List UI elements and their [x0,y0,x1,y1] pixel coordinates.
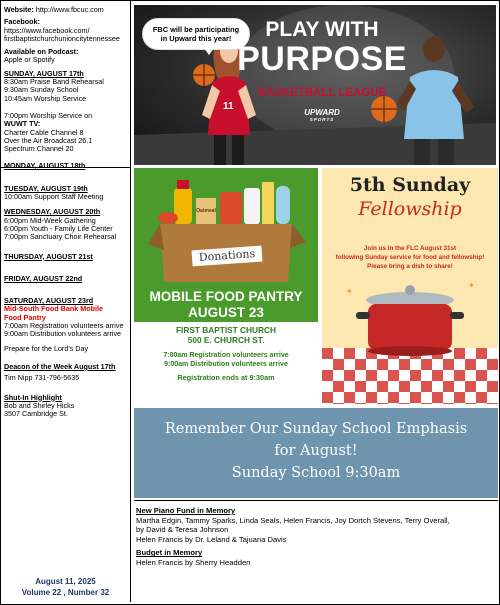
piano-fund-line-2: by David & Teresa Johnson [136,525,229,535]
sidebar-divider [1,167,130,168]
bubble-line-1: FBC will be participating [152,25,240,34]
wednesday-line: 7:00pm Sanctuary Choir Rehearsal [4,232,117,242]
speech-bubble-tail [204,48,214,55]
upward-logo-text: UPWARD [304,108,340,117]
sidebar-content [4,4,128,418]
facebook-url-line-1[interactable]: https://www.facebook.com/ [4,25,90,35]
svg-text:✦: ✦ [346,287,353,296]
saturday-heading: SATURDAY, AUGUST 23rd [4,296,94,306]
tv-line: Charter Cable Channel 8 [4,127,84,137]
tuesday-line: 10:00am Support Staff Meeting [4,192,104,202]
website-url[interactable]: http://www.fbcuc.com [35,5,104,14]
pantry-title: MOBILE FOOD PANTRY [149,289,303,304]
pantry-line-2: 9:00am Distribution volunteers arrive [164,361,288,368]
pantry-banner [134,286,318,322]
food-pantry-flyer [134,168,318,404]
shutin-line: 3507 Cambridge St. [4,409,68,419]
facebook-label: Facebook: [4,17,40,27]
jersey-number: 11 [223,101,234,112]
fellowship-flyer [322,168,498,404]
shutin-heading: Shut-In Highlight [4,392,62,402]
monday-heading: MONDAY, AUGUST 18th [4,161,86,171]
deacon-heading: Deacon of the Week August 17th [4,361,116,371]
prepare-line: Prepare for the Lord's Day [4,343,89,353]
sunday-line: 8:30am Praise Band Rehearsal [4,77,104,87]
tuesday-heading: TUESDAY, AUGUST 19th [4,183,88,193]
fellowship-title-line-2: Fellowship [358,198,462,220]
podcast-label: Available on Podcast: [4,47,79,57]
pantry-date: AUGUST 23 [188,305,264,320]
upward-subtitle: BASKETBALL LEAGUE [257,87,387,99]
memorials-section [134,500,498,603]
friday-heading: FRIDAY, AUGUST 22nd [4,273,83,283]
food-bank-title: Mid-South Food Bank Mobile [4,304,104,314]
worship-line: 7:00pm Worship Service on [4,110,93,120]
cooking-pot-illustration [322,168,498,404]
issue-date: August 11, 2025 [35,577,96,586]
upward-logo-subtext: SPORTS [309,117,335,122]
upward-title-line-1: PLAY WITH [265,18,379,41]
pantry-line-3: Registration ends at 9:30am [177,373,275,382]
piano-fund-line-3: Helen Francis by Dr. Leland & Tajuana Davis [136,534,287,544]
facebook-url-line-2[interactable]: firstbaptistchurchunioncitytennessee [4,33,120,43]
food-bank-title-2: Food Pantry [4,312,46,322]
podcast-value: Apple or Spotify [4,55,55,65]
fellowship-title-line-1: 5th Sunday [349,174,471,196]
saturday-line: 7:00am Registration volunteers arrive [4,321,124,331]
wednesday-line: 6:00pm Youth - Family Life Center [4,223,113,233]
shutin-line: Bob and Shirley Hicks [4,400,75,410]
saturday-line: 9:00am Distribution volunteers arrive [4,329,122,339]
tv-line: Over the Air Broadcast 26.1 [4,135,93,145]
deacon-line: Tim Nipp 731-796-5635 [4,373,80,383]
sidebar [1,1,131,602]
bubble-line-2: in Upward this year! [160,34,232,43]
pantry-address: 500 E. CHURCH ST. [187,335,265,345]
sunday-school-text [134,418,498,484]
upward-title-line-2: PURPOSE [237,40,407,78]
oatmeal-jar-label: Oatmeal [196,208,216,214]
fellowship-body-line-2: following Sunday service for food and fellowship! [335,254,485,261]
fellowship-body-line-3: Please bring a dish to share! [367,263,453,270]
budget-line-1: Helen Francis by Sherry Headden [136,557,251,567]
piano-fund-heading: New Piano Fund in Memory [136,506,236,515]
donations-label: Donations [192,246,263,267]
sunday-heading: SUNDAY, AUGUST 17th [4,68,84,78]
sunday-school-banner [134,408,498,498]
website-label: Website: [4,5,34,14]
pantry-details [134,325,318,382]
sunday-school-line-3: Sunday School 9:30am [231,465,401,481]
sunday-line: 9:30am Sunday School [4,85,79,95]
upward-logo [296,108,348,122]
pantry-church: FIRST BAPTIST CHURCH [175,325,277,335]
svg-text:✦: ✦ [468,281,475,290]
wednesday-line: 6:00pm Mid-Week Gathering [4,215,96,225]
donation-box-illustration [134,168,318,286]
sunday-school-line-1: Remember Our Sunday School Emphasis [164,421,468,437]
tv-line: Spectrum Channel 20 [4,144,74,154]
thursday-heading: THURSDAY, AUGUST 21st [4,251,93,261]
piano-fund-line-1: Martha Edgin, Tammy Sparks, Linda Seals, Helen Francis, Joy Dortch Stevens, Terry Overall, [136,515,450,525]
wuwt-label: WUWT TV: [4,119,41,129]
budget-heading: Budget in Memory [136,548,203,558]
wednesday-heading: WEDNESDAY, AUGUST 20th [4,207,101,217]
speech-bubble [142,18,250,50]
upward-basketball-banner [134,5,496,165]
sunday-line: 10:45am Worship Service [4,93,87,103]
issue-volume: Volume 22 , Number 32 [21,588,110,597]
fellowship-body-line-1: Join us in the FLC August 31st [363,245,457,252]
pantry-line-1: 7:00am Registration volunteers arrive [163,352,289,359]
sunday-school-line-2: for August! [274,443,358,459]
